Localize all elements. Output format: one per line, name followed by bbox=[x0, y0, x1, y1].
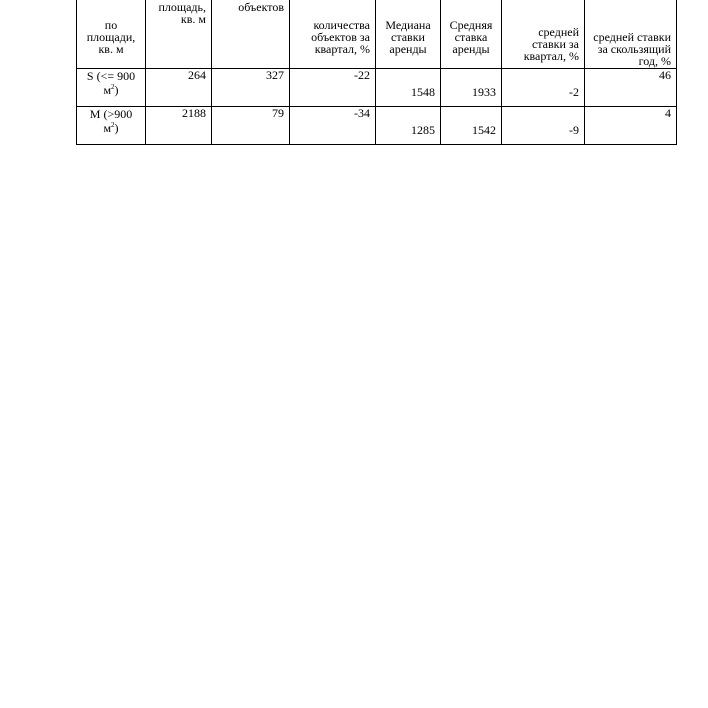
header-objects-change: количества объектов за квартал, % bbox=[290, 0, 376, 69]
header-objects: объектов bbox=[212, 0, 290, 69]
header-segment: по площади, кв. м bbox=[77, 0, 146, 69]
segment-label-tail: ) bbox=[114, 121, 119, 135]
segment-label: S (<= 900 м bbox=[86, 69, 136, 97]
area-cell: 2188 bbox=[146, 107, 212, 145]
objects-cell: 327 bbox=[212, 69, 290, 107]
header-avg-change-year: средней ставки за скользящий год, % bbox=[585, 0, 677, 69]
table-row bbox=[77, 107, 677, 145]
segment-label: M (>900 м bbox=[89, 107, 133, 135]
table-row bbox=[77, 69, 677, 107]
segment-superscript: 2 bbox=[111, 121, 115, 129]
segment-cell bbox=[77, 69, 146, 107]
segment-superscript: 2 bbox=[111, 83, 115, 91]
average-rate-cell: 1542 bbox=[441, 107, 502, 145]
average-rate-cell: 1933 bbox=[441, 69, 502, 107]
segment-label-tail: ) bbox=[114, 83, 119, 97]
avg-change-quarter-cell: -9 bbox=[502, 107, 585, 145]
area-cell: 264 bbox=[146, 69, 212, 107]
objects-cell: 79 bbox=[212, 107, 290, 145]
objects-change-cell: -22 bbox=[290, 69, 376, 107]
rental-rates-table bbox=[76, 0, 677, 145]
objects-change-cell: -34 bbox=[290, 107, 376, 145]
header-median-rate: Медиана ставки аренды bbox=[376, 0, 441, 69]
avg-change-year-cell: 46 bbox=[585, 69, 677, 107]
avg-change-quarter-cell: -2 bbox=[502, 69, 585, 107]
header-area: площадь, кв. м bbox=[146, 0, 212, 69]
median-rate-cell: 1548 bbox=[376, 69, 441, 107]
avg-change-year-cell: 4 bbox=[585, 107, 677, 145]
header-row bbox=[77, 0, 677, 69]
table-header bbox=[77, 0, 677, 69]
header-average-rate: Средняя ставка аренды bbox=[441, 0, 502, 69]
segment-cell bbox=[77, 107, 146, 145]
header-avg-change-quarter: средней ставки за квартал, % bbox=[502, 0, 585, 69]
median-rate-cell: 1285 bbox=[376, 107, 441, 145]
table-body bbox=[77, 69, 677, 145]
